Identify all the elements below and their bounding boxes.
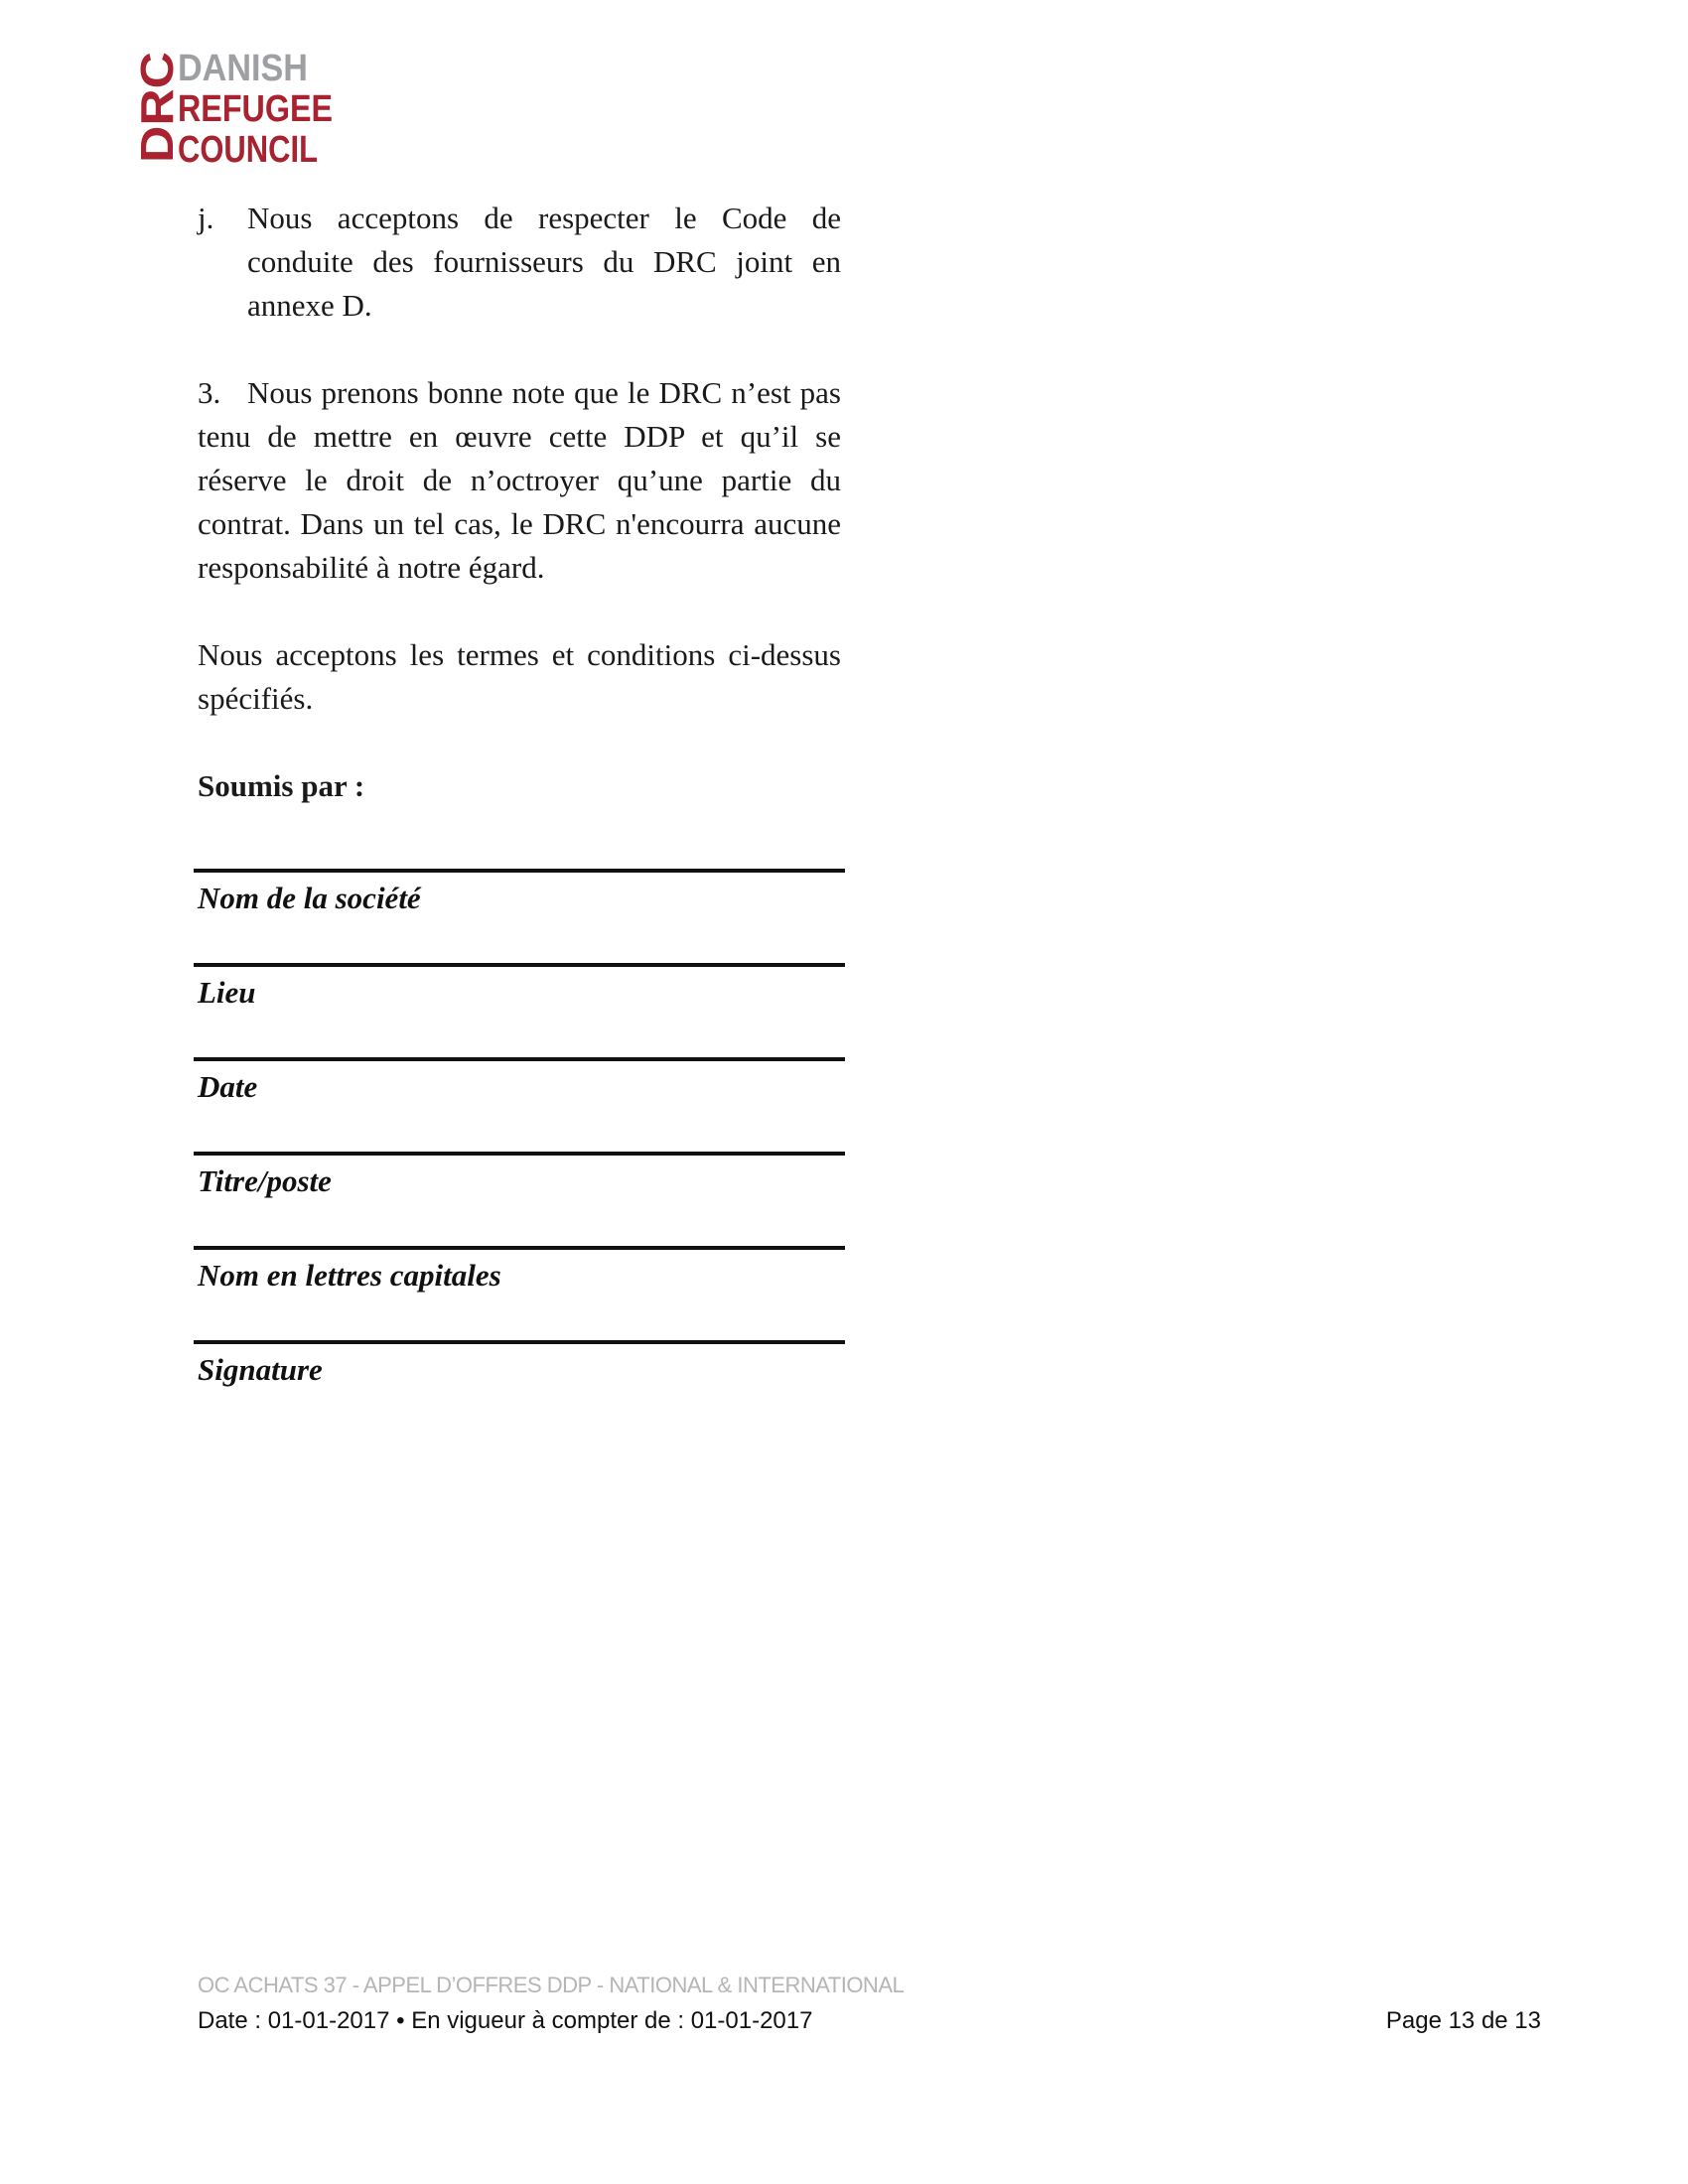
clause-3-number: 3. [198,375,221,410]
acceptance-statement: Nous acceptons les termes et conditions ci-dessus spécifiés. [198,637,841,716]
field-company [198,852,841,946]
document-body [198,197,841,1418]
field-date [198,1040,841,1135]
footer-doc-title: OC ACHATS 37 - APPEL D’OFFRES DDP - NATIONAL & INTERNATIONAL [198,1973,905,1997]
logo-line-refugee: REFUGEE [178,88,333,130]
drc-logo-mark [131,48,340,171]
field-place [198,946,841,1040]
field-name-caps-label: Nom en lettres capitales [198,1258,501,1293]
logo-line-danish: DANISH [178,48,308,89]
field-place-label: Lieu [198,975,256,1010]
field-signature-label: Signature [198,1352,323,1387]
field-place-line [194,963,845,967]
clause-j [198,197,841,328]
field-date-label: Date [198,1069,258,1104]
signature-block [198,852,841,1418]
clause-3-text: Nous prenons bonne note que le DRC n’est pas tenu de mettre en œuvre cette DDP et qu’il se réserve le droit de n’octroyer qu’une partie du contrat. Dans un tel cas, le DRC n'encourra aucune responsabilité à notre égard. [198,375,841,585]
drc-logo [131,48,340,171]
clause-j-text: Nous acceptons de respecter le Code de conduite des fournisseurs du DRC joint en annexe D. [247,201,841,323]
clause-j-marker: j. [198,201,214,235]
submitted-by-heading: Soumis par : [198,768,365,803]
field-date-line [194,1057,845,1061]
footer-date-line: Date : 01-01-2017 • En vigueur à compter de : 01-01-2017 [198,2007,813,2034]
clause-3 [198,371,841,590]
field-company-label: Nom de la société [198,881,421,915]
logo-line-council: COUNCIL [178,129,318,171]
footer-page-number: Page 13 de 13 [1385,2007,1541,2034]
field-title-line [194,1152,845,1156]
field-signature [198,1323,841,1418]
field-signature-line [194,1340,845,1344]
field-name-caps-line [194,1246,845,1250]
field-name-caps [198,1229,841,1323]
field-title-label: Titre/poste [198,1163,332,1198]
field-title [198,1135,841,1229]
logo-letters: DRC [131,64,183,163]
field-company-line [194,869,845,873]
